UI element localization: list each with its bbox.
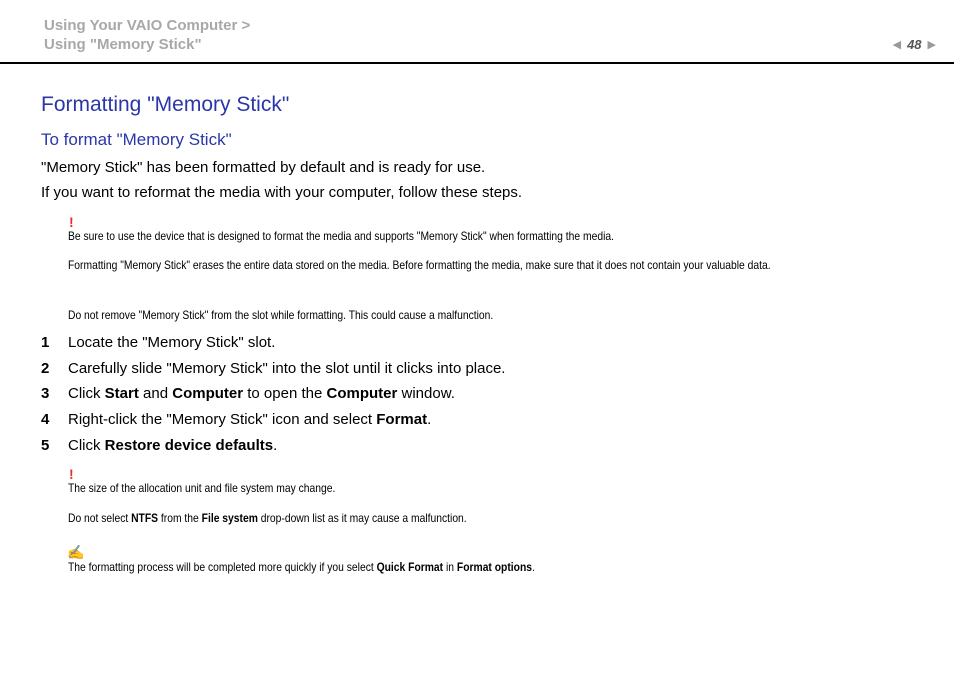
ntfs-term: NTFS [131,511,159,525]
restore-defaults-term: Restore device defaults [104,437,274,454]
tip-note: The formatting process will be completed more quickly if you select Quick Format in Format options. [68,560,535,574]
warning-note-4: The size of the allocation unit and file system may change. [68,481,336,495]
step-text: Locate the "Memory Stick" slot. [68,334,276,351]
warning-note-5: Do not select NTFS from the File system drop-down list as it may cause a malfunction. [68,511,467,525]
previous-page-icon[interactable]: ◀ [892,38,902,51]
step-text: Right-click the "Memory Stick" icon and select Format. [68,411,432,428]
page-number: 48 [907,37,922,52]
step-text: Click Start and Computer to open the Computer window. [68,385,455,402]
tip-pencil-icon: ✍ [67,544,85,560]
header-divider [0,62,954,64]
breadcrumb-line-2[interactable]: Using "Memory Stick" [44,36,202,53]
intro-paragraph-2: If you want to reformat the media with your computer, follow these steps. [41,184,523,201]
format-term: Format [376,411,428,428]
start-menu-term: Start [104,385,139,402]
step-number: 2 [41,360,50,377]
warning-note-3: Do not remove "Memory Stick" from the slot while formatting. This could cause a malfunction. [68,308,494,322]
intro-paragraph-1: "Memory Stick" has been formatted by default and is ready for use. [41,159,486,176]
page-title: Formatting "Memory Stick" [41,93,290,116]
step-text: Click Restore device defaults. [68,437,278,454]
step-number: 1 [41,334,50,351]
breadcrumb [44,16,250,54]
warning-note-1: Be sure to use the device that is designed to format the media and supports "Memory Stick" when formatting the media. [68,229,614,243]
step-text: Carefully slide "Memory Stick" into the slot until it clicks into place. [68,360,506,377]
next-page-icon[interactable]: ▶ [927,38,936,51]
file-system-term: File system [201,511,258,525]
step-number: 3 [41,385,50,402]
computer-window-term: Computer [326,385,398,402]
format-options-term: Format options [456,560,532,574]
warning-icon: ! [69,466,74,482]
page-navigation [893,37,936,52]
section-subtitle: To format "Memory Stick" [41,130,232,149]
breadcrumb-line-1[interactable]: Using Your VAIO Computer > [44,17,251,34]
step-number: 4 [41,411,50,428]
quick-format-term: Quick Format [376,560,444,574]
step-number: 5 [41,437,50,454]
warning-icon: ! [69,214,74,230]
computer-term: Computer [172,385,244,402]
warning-note-2: Formatting "Memory Stick" erases the entire data stored on the media. Before formatting the media, make sure that it does not contain your valuable data. [68,258,771,272]
